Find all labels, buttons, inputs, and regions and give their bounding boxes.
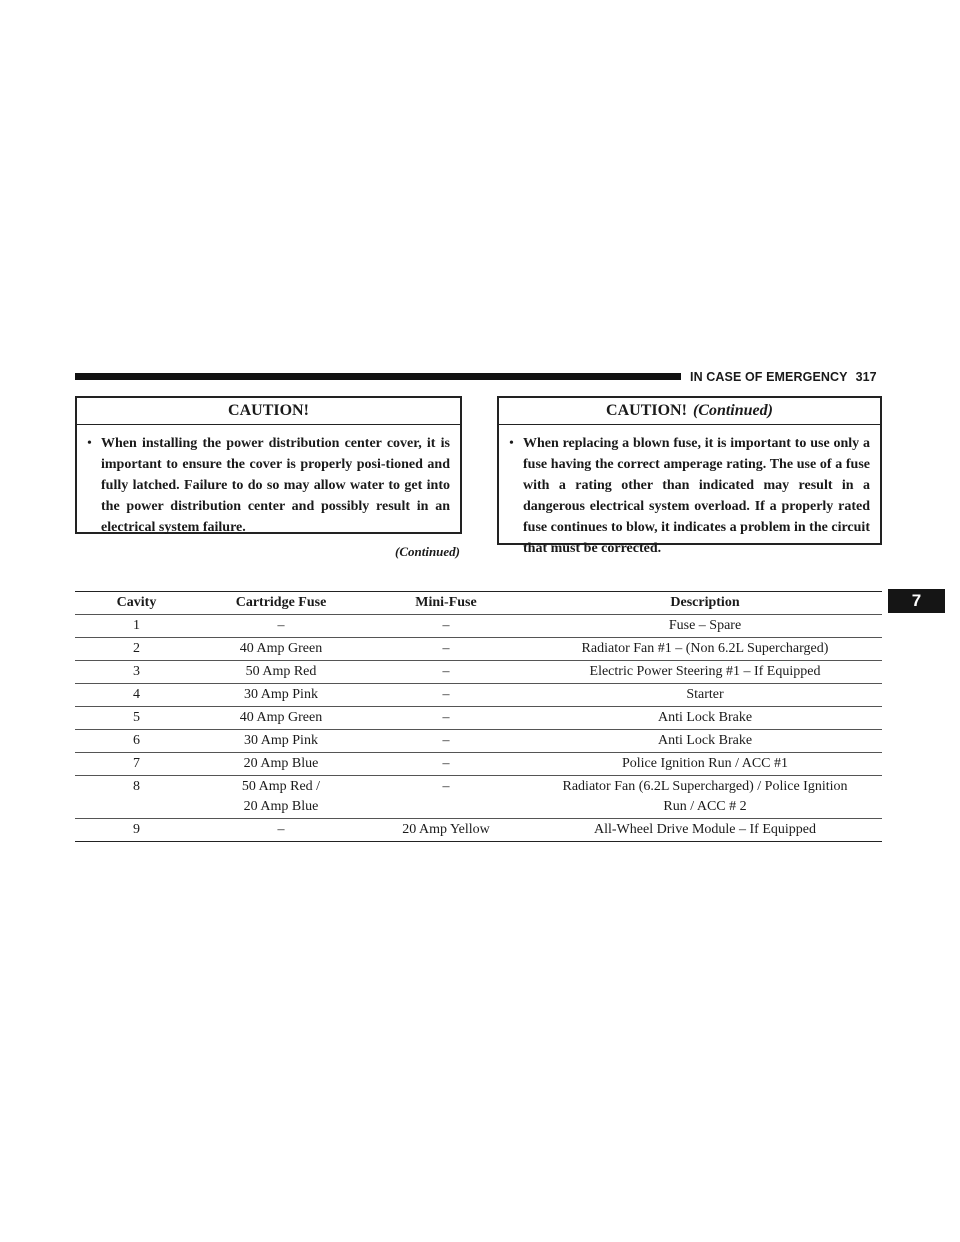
cell-description: Electric Power Steering #1 – If Equipped	[528, 661, 882, 684]
cell-description: Police Ignition Run / ACC #1	[528, 753, 882, 776]
caution-title-text: CAUTION!	[228, 402, 309, 419]
cell-cavity: 8	[75, 776, 198, 819]
caution-text: When replacing a blown fuse, it is important to use only a fuse having the correct amperage rating. The use of a fuse with a rating other than indicated may result in a dangerous electrical system overload. If a properly rated fuse continues to blow, it indicates a problem in the circuit that must be corrected.	[523, 436, 870, 556]
header-rule	[75, 373, 681, 380]
caution-text: When installing the power distribution center cover, it is important to ensure the cover is properly posi-tioned and fully latched. Failure to do so may allow water to get into the power distribution center and possibly result in an electrical system failure.	[101, 436, 450, 535]
cell-description: Anti Lock Brake	[528, 730, 882, 753]
cell-description: Anti Lock Brake	[528, 707, 882, 730]
caution-bullet-item	[87, 433, 450, 538]
caution-continued-label: (Continued)	[692, 402, 773, 419]
cell-description: Radiator Fan (6.2L Supercharged) / Police Ignition Run / ACC # 2	[528, 776, 882, 819]
table-row	[75, 684, 882, 707]
cell-description: Starter	[528, 684, 882, 707]
cell-cartridge-fuse: 20 Amp Blue	[198, 753, 364, 776]
cell-cavity: 3	[75, 661, 198, 684]
cell-mini-fuse: –	[364, 684, 528, 707]
cell-cartridge-fuse: 30 Amp Pink	[198, 730, 364, 753]
cell-description: Fuse – Spare	[528, 615, 882, 638]
table-row	[75, 661, 882, 684]
table-row	[75, 819, 882, 842]
table-row	[75, 753, 882, 776]
cell-cartridge-fuse: 40 Amp Green	[198, 707, 364, 730]
caution-body	[499, 425, 880, 559]
cell-cavity: 9	[75, 819, 198, 842]
cell-cavity: 7	[75, 753, 198, 776]
caution-box-right	[497, 396, 882, 556]
section-title: IN CASE OF EMERGENCY	[690, 370, 848, 384]
cell-mini-fuse: –	[364, 615, 528, 638]
table-row	[75, 615, 882, 638]
cell-description: All-Wheel Drive Module – If Equipped	[528, 819, 882, 842]
header-description: Description	[528, 592, 882, 615]
cell-mini-fuse: –	[364, 730, 528, 753]
caution-title	[77, 398, 460, 425]
caution-box-left	[75, 396, 462, 534]
cell-cavity: 6	[75, 730, 198, 753]
cell-mini-fuse: –	[364, 776, 528, 819]
cell-cartridge-fuse: –	[198, 615, 364, 638]
table-row	[75, 730, 882, 753]
cell-mini-fuse: –	[364, 661, 528, 684]
bullet-icon: •	[87, 436, 92, 451]
header-mini-fuse: Mini-Fuse	[364, 592, 528, 615]
caution-title-text: CAUTION!	[606, 402, 687, 419]
cell-cartridge-fuse: 30 Amp Pink	[198, 684, 364, 707]
page-number: 317	[855, 370, 877, 384]
fuse-table	[75, 591, 882, 842]
cell-cartridge-fuse: 40 Amp Green	[198, 638, 364, 661]
continued-note: (Continued)	[394, 544, 460, 559]
caution-body	[77, 425, 460, 538]
caution-bullet-item	[509, 433, 870, 559]
cell-mini-fuse: 20 Amp Yellow	[364, 819, 528, 842]
bullet-icon: •	[509, 436, 514, 451]
caution-title	[499, 398, 880, 425]
table-row	[75, 638, 882, 661]
cell-cavity: 1	[75, 615, 198, 638]
header-cavity: Cavity	[75, 592, 198, 615]
cell-cavity: 4	[75, 684, 198, 707]
cell-mini-fuse: –	[364, 638, 528, 661]
running-header	[690, 369, 885, 385]
cell-cavity: 5	[75, 707, 198, 730]
table-row	[75, 776, 882, 819]
chapter-tab: 7	[888, 589, 945, 613]
cell-cavity: 2	[75, 638, 198, 661]
cell-cartridge-fuse: 50 Amp Red	[198, 661, 364, 684]
cell-mini-fuse: –	[364, 707, 528, 730]
table-row	[75, 707, 882, 730]
cell-mini-fuse: –	[364, 753, 528, 776]
cell-cartridge-fuse: 50 Amp Red / 20 Amp Blue	[198, 776, 364, 819]
cell-description: Radiator Fan #1 – (Non 6.2L Supercharged)	[528, 638, 882, 661]
header-cartridge-fuse: Cartridge Fuse	[198, 592, 364, 615]
table-header-row	[75, 592, 882, 615]
cell-cartridge-fuse: –	[198, 819, 364, 842]
